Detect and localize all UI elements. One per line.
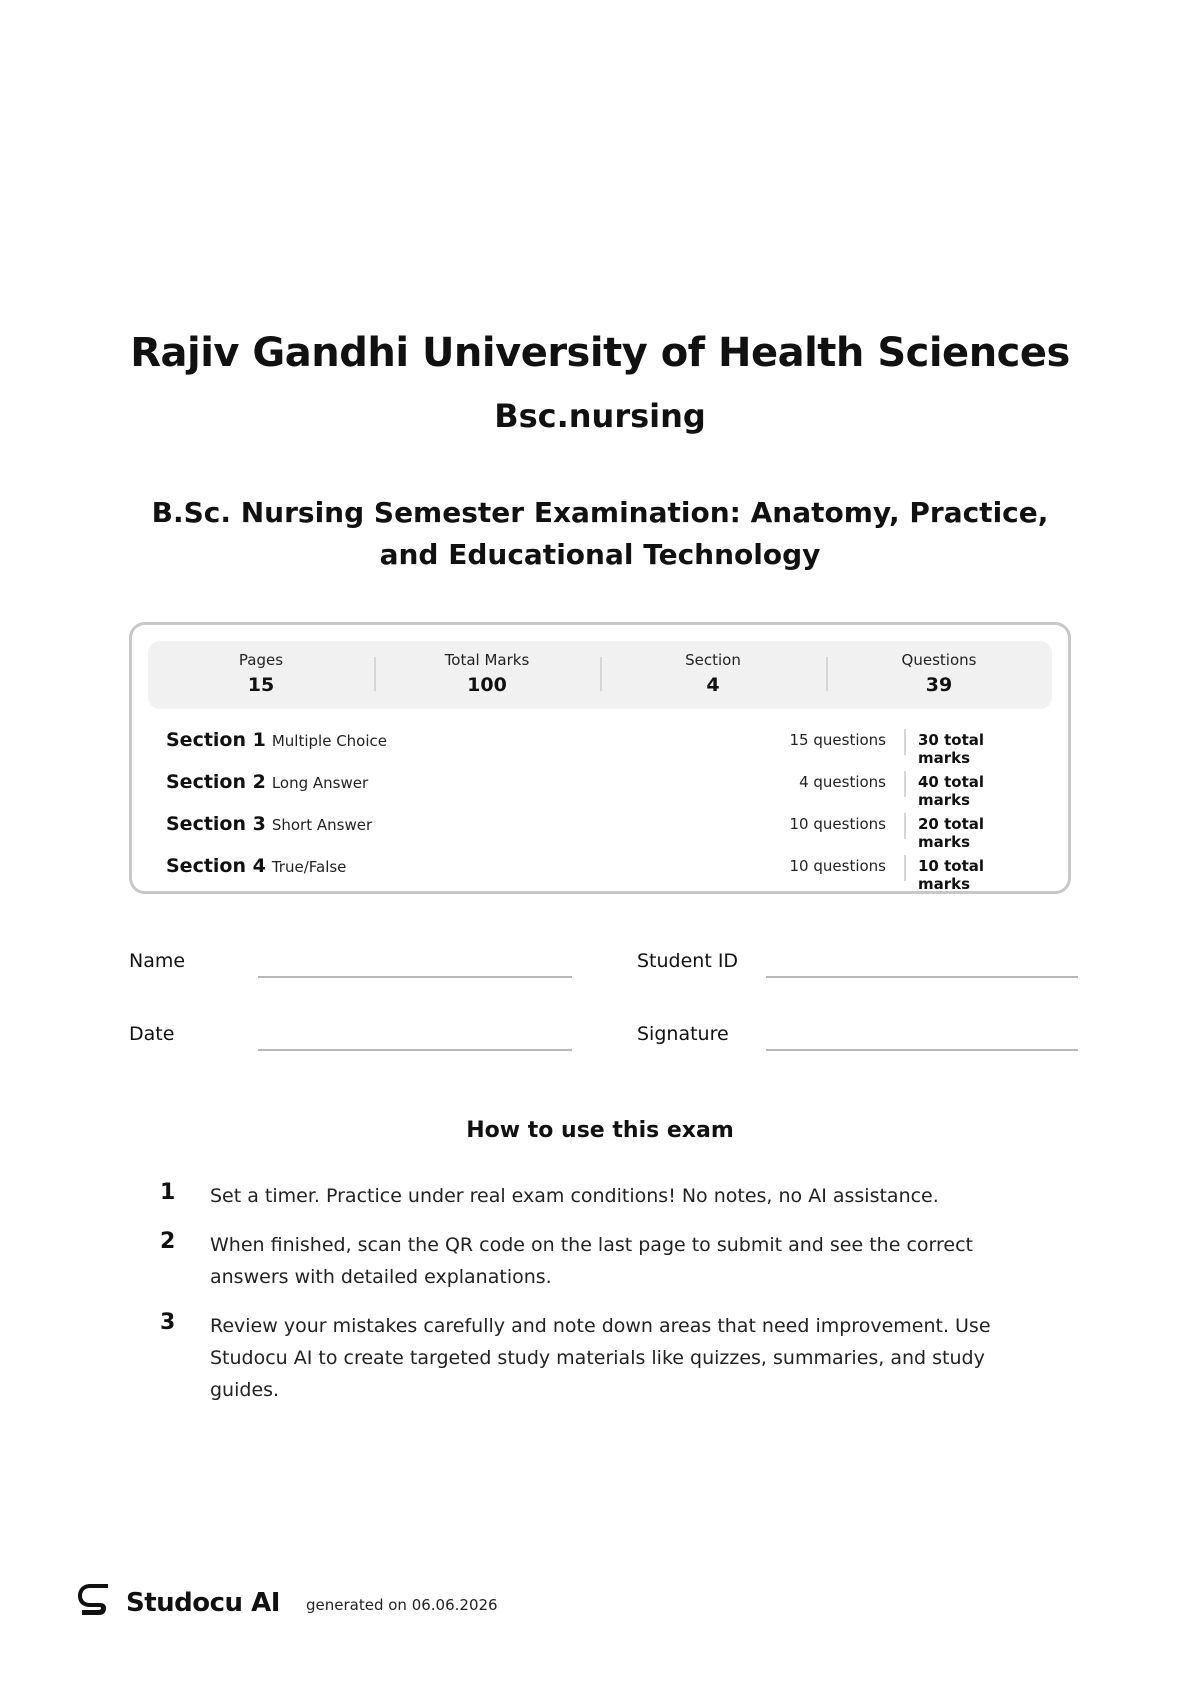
name-label: Name xyxy=(129,950,186,972)
section-question-count: 10 questions xyxy=(789,815,886,833)
stat-value: 15 xyxy=(247,674,275,696)
stat-value: 100 xyxy=(467,674,507,696)
university-title: Rajiv Gandhi University of Health Sciences xyxy=(130,330,1070,376)
section-marks: 40 total marks xyxy=(918,773,985,809)
name-field[interactable] xyxy=(258,976,572,978)
exam-summary-box xyxy=(129,622,1071,894)
stat-label: Pages xyxy=(238,651,284,669)
step-number: 1 xyxy=(160,1180,176,1205)
brand-name: Studocu AI xyxy=(126,1588,280,1618)
stat-total-marks xyxy=(374,641,600,709)
student-id-field[interactable] xyxy=(766,976,1078,978)
section-row xyxy=(166,855,1036,893)
step-text: Set a timer. Practice under real exam conditions! No notes, no AI assistance. xyxy=(210,1185,939,1207)
section-question-count: 10 questions xyxy=(789,857,886,875)
stat-questions xyxy=(826,641,1052,709)
section-divider xyxy=(904,771,906,797)
section-marks: 30 total marks xyxy=(918,731,985,767)
section-row xyxy=(166,813,1036,851)
section-name xyxy=(166,729,387,751)
studocu-logo-icon xyxy=(78,1584,114,1620)
generated-date: generated on 06.06.2026 xyxy=(306,1596,498,1614)
signature-label: Signature xyxy=(637,1023,729,1045)
stat-label: Section xyxy=(685,651,741,669)
section-question-count: 15 questions xyxy=(789,731,886,749)
step-number: 2 xyxy=(160,1229,176,1254)
stat-value: 39 xyxy=(925,674,953,696)
step-number: 3 xyxy=(160,1310,176,1335)
section-name xyxy=(166,813,372,835)
section-row xyxy=(166,771,1036,809)
section-divider xyxy=(904,813,906,839)
section-label: Section 1 xyxy=(166,729,266,751)
howto-title: How to use this exam xyxy=(466,1118,734,1143)
section-question-count: 4 questions xyxy=(799,773,886,791)
section-row xyxy=(166,729,1036,767)
stat-label: Questions xyxy=(901,651,977,669)
section-label: Section 2 xyxy=(166,771,266,793)
stat-label: Total Marks xyxy=(444,651,530,669)
section-marks: 10 total marks xyxy=(918,857,985,893)
section-name xyxy=(166,771,368,793)
section-label: Section 3 xyxy=(166,813,266,835)
student-id-label: Student ID xyxy=(637,950,739,972)
section-type: Long Answer xyxy=(271,774,369,792)
stats-bar xyxy=(148,641,1052,709)
date-label: Date xyxy=(129,1023,175,1045)
stat-value: 4 xyxy=(706,674,720,696)
section-marks: 20 total marks xyxy=(918,815,985,851)
section-type: Multiple Choice xyxy=(271,732,387,750)
stat-sections xyxy=(600,641,826,709)
section-name xyxy=(166,855,346,877)
exam-title: B.Sc. Nursing Semester Examination: Anatomy, Practice, and Educational Technology xyxy=(151,496,1049,571)
section-type: Short Answer xyxy=(271,816,373,834)
step-text: Review your mistakes carefully and note down areas that need improvement. Use Studocu AI to create targeted study materials like quizzes, summaries, and study guides. xyxy=(210,1315,991,1401)
section-divider xyxy=(904,729,906,755)
step-text: When finished, scan the QR code on the last page to submit and see the correct answers with detailed explanations. xyxy=(210,1234,973,1288)
section-label: Section 4 xyxy=(166,855,266,877)
signature-field[interactable] xyxy=(766,1049,1078,1051)
program-name: Bsc.nursing xyxy=(494,397,706,435)
section-divider xyxy=(904,855,906,881)
stat-pages xyxy=(148,641,374,709)
section-type: True/False xyxy=(271,858,347,876)
date-field[interactable] xyxy=(258,1049,572,1051)
